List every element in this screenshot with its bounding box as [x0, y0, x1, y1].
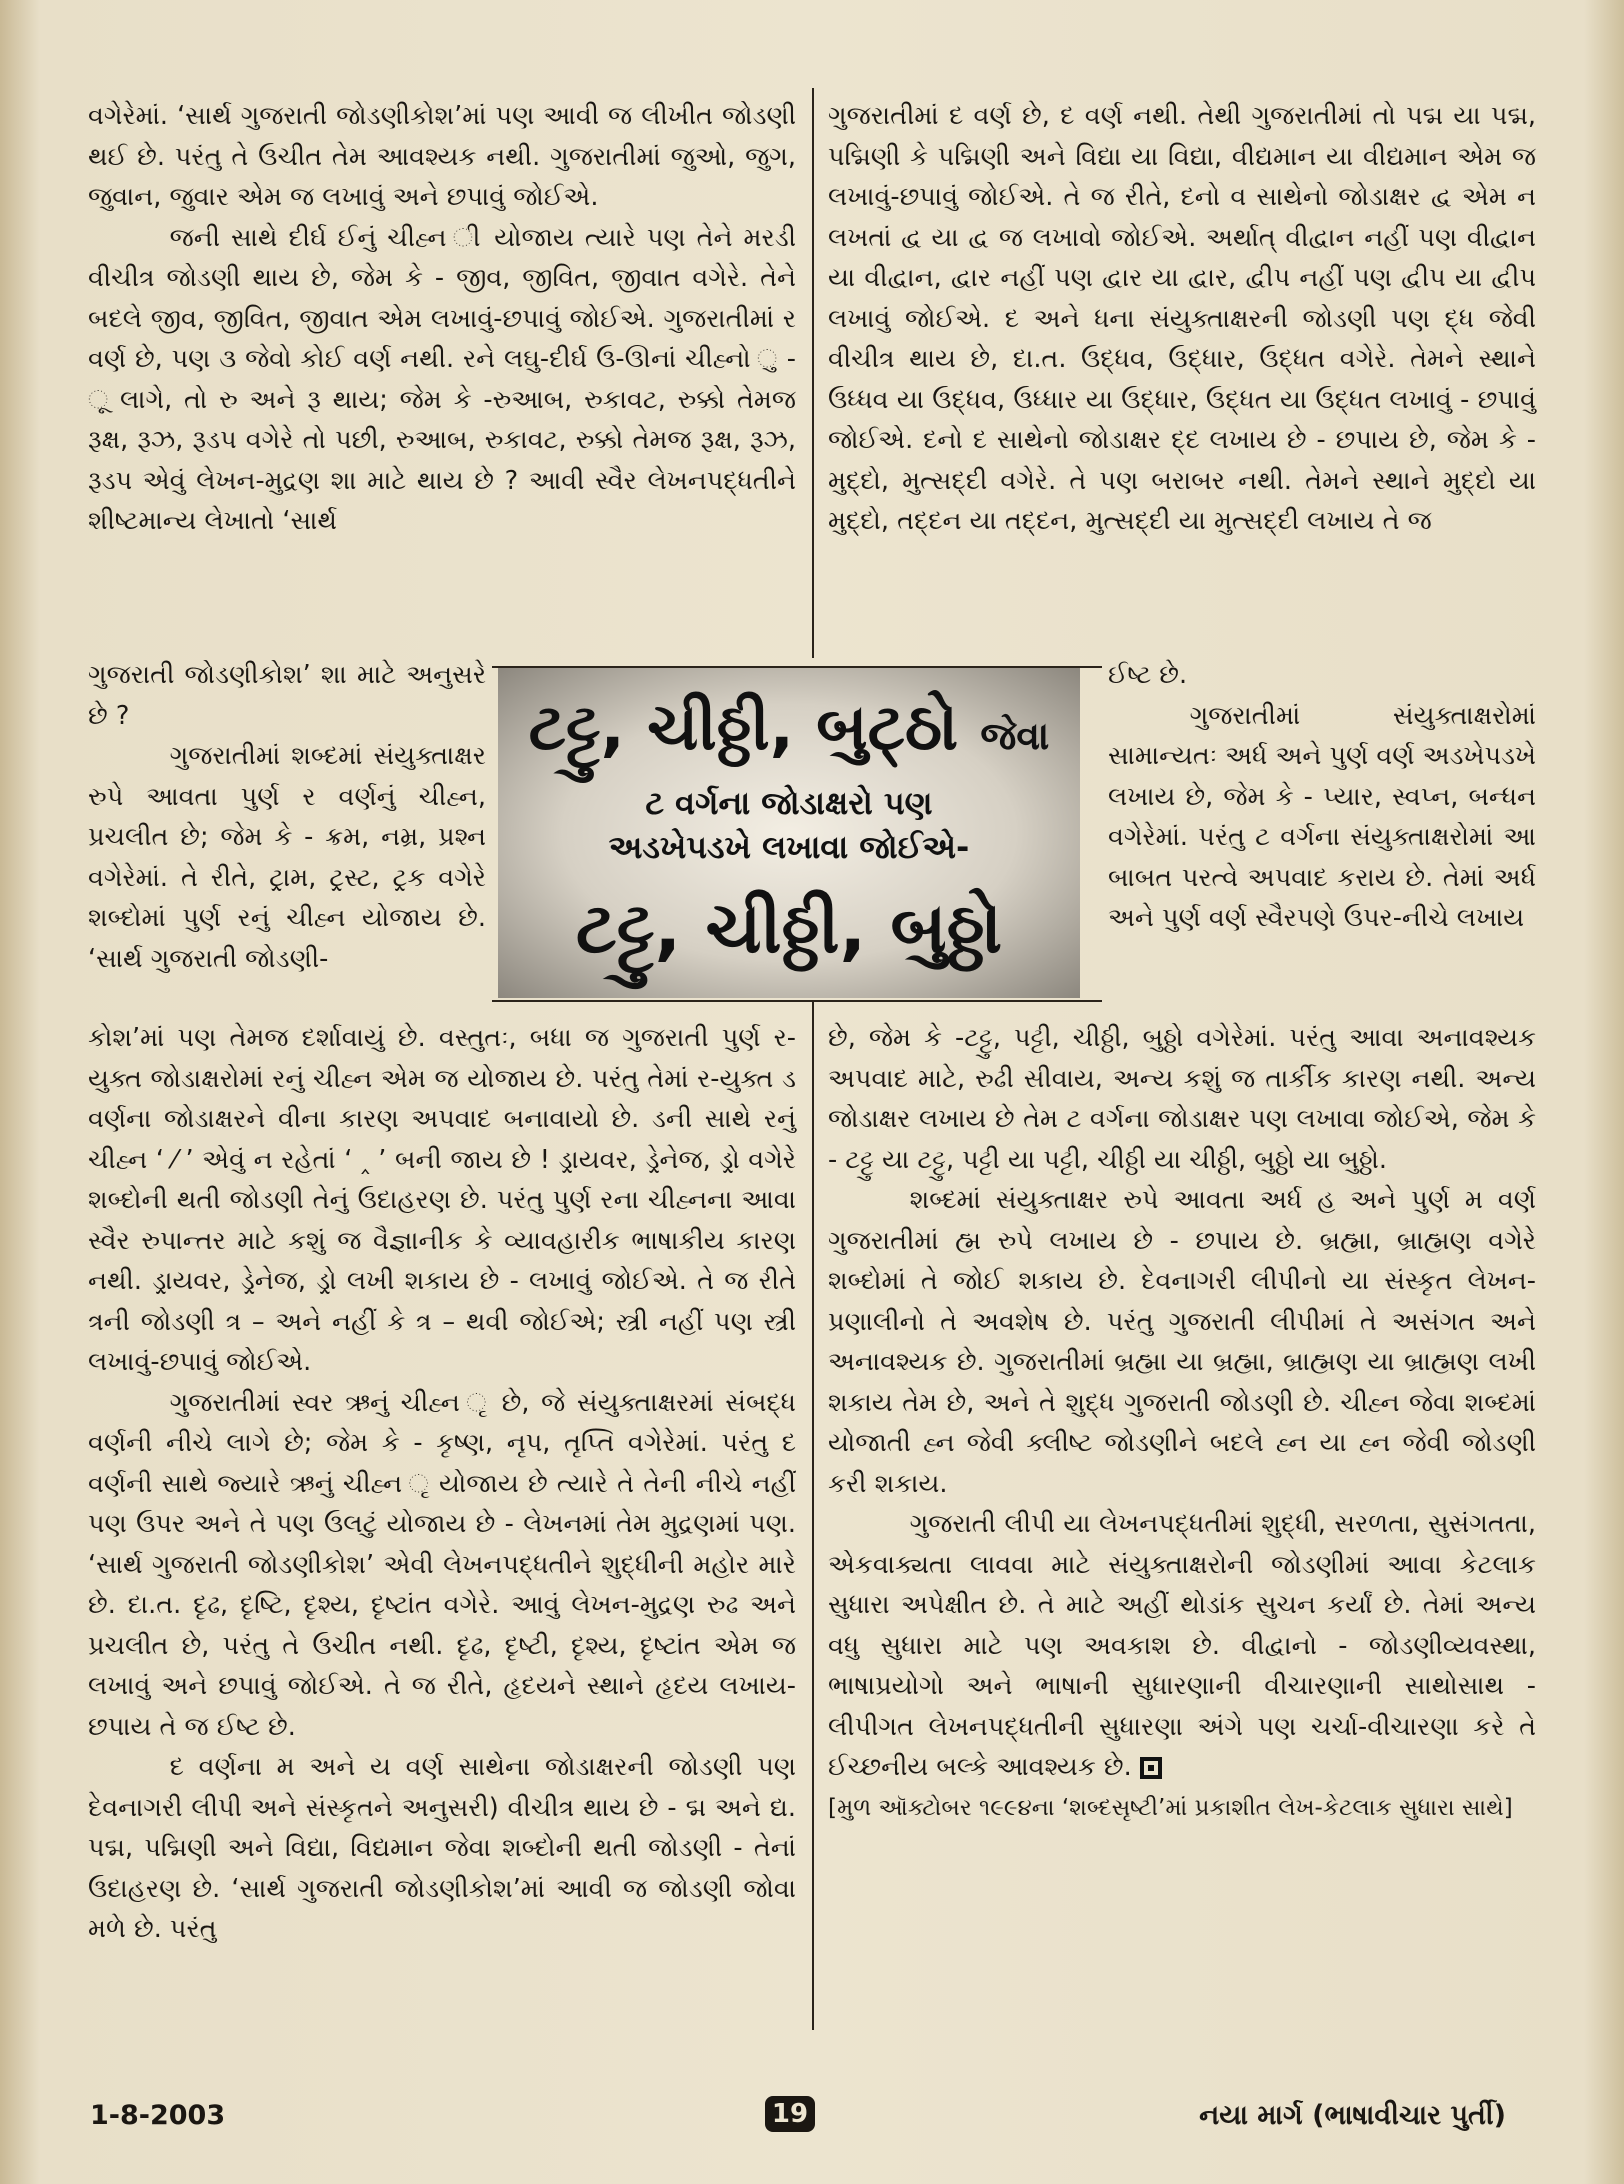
left-paragraph-3: ગુજરાતીમાં શબ્દમાં સંયુક્તાક્ષર રુપે આવતા પુર્ણ ર વર્ણનું ચીહ્ન, પ્રચલીત છે; જેમ કે - ક્રમ, નમ્ર, પ્રશ્ન વગેરેમાં. તે રીતે, ટ્રામ, ટ્રસ્ટ, ટ્રક વગેરે શબ્દોમાં પુર્ણ રનું ચીહ્ન યોજાય છે. ‘સાર્થ ગુજરાતી જોડણી-	[88, 741, 486, 974]
headline-line-2: ટ વર્ગના જોડાક્ષરો પણ	[645, 784, 933, 822]
right-paragraph-4	[828, 1504, 1536, 1788]
headline-line-1	[498, 688, 1080, 776]
left-column-narrow	[88, 655, 486, 979]
right-paragraph-1: ગુજરાતીમાં દ વર્ણ છે, દ વર્ણ નથી. તેથી ગુજરાતીમાં તો પદ્મ યા પદ્મ, પદ્મિણી કે પદ્મિણી અને વિદ્યા યા વિદ્યા, વીદ્યમાન યા વીદ્યમાન એમ જ લખાવું-છપાવું જોઈએ. તે જ રીતે, દનો વ સાથેનો જોડાક્ષર દ્વ એમ ન લખતાં દ્વ યા દ્વ જ લખાવો જોઈએ. અર્થાત્ વીદ્વાન નહીં પણ વીદ્વાન યા વીદ્વાન, દ્વાર નહીં પણ દ્વાર યા દ્વાર, દ્વીપ નહીં પણ દ્વીપ યા દ્વીપ લખાવું જોઈએ. દ અને ધના સંયુક્તાક્ષરની જોડણી પણ દ્ધ જેવી વીચીત્ર થાય છે, દા.ત. ઉદ્ધવ, ઉદ્ધાર, ઉદ્ધત વગેરે. તેમને સ્થાને ઉધ્ધવ યા ઉદ્ધવ, ઉધ્ધાર યા ઉદ્ધાર, ઉદ્ધત યા ઉદ્ધત લખાવું - છપાવું જોઈએ. દનો દ સાથેનો જોડાક્ષર દ્દ લખાય છે - છપાય છે, જેમ કે - મુદ્દો, મુત્સદ્દી વગેરે. તે પણ બરાબર નથી. તેમને સ્થાને મુદ્દો યા મુદ્દો, તદ્દન યા તદ્દન, મુત્સદ્દી યા મુત્સદ્દી લખાય તે જ	[828, 101, 1536, 536]
column-rule-top	[812, 88, 814, 658]
left-paragraph-2b: ગુજરાતી જોડણીકોશ’ શા માટે અનુસરે છે ?	[88, 660, 486, 731]
headline-line-1-text: ટટ્ટુ, ચીઠ્ઠી, બુટ્ઠો	[528, 691, 959, 765]
left-paragraph-4: ગુજરાતીમાં સ્વર ઋનું ચીહ્ન ૃ છે, જે સંયુક્તાક્ષરમાં સંબદ્ધ વર્ણની નીચે લાગે છે; જેમ કે - કૃષ્ણ, નૃપ, તૃપ્તિ વગેરેમાં. પરંતુ દ વર્ણની સાથે જ્યારે ઋનું ચીહ્ન ૃ યોજાય છે ત્યારે તે તેની નીચે નહીં પણ ઉપર અને તે પણ ઉલટું યોજાય છે - લેખનમાં તેમ મુદ્રણમાં પણ. ‘સાર્થ ગુજરાતી જોડણીકોશ’ એવી લેખનપદ્ધતીને શુદ્ધીની મહોર મારે છે. દા.ત. દૃઢ, દૃષ્ટિ, દૃશ્ય, દૃષ્ટાંત વગેરે. આવું લેખન-મુદ્રણ રુઢ અને પ્રચલીત છે, પરંતુ તે ઉચીત નથી. દૃઢ, દૃષ્ટી, દૃશ્ય, દૃષ્ટાંત એમ જ લખાવું અને છપાવું જોઈએ. તે જ રીતે, હૃદયને સ્થાને હૃદય લખાય-છપાય તે જ ઈષ્ટ છે.	[88, 1387, 796, 1742]
left-column-bottom	[88, 1018, 796, 1950]
left-paragraph-5: દ વર્ણના મ અને ય વર્ણ સાથેના જોડાક્ષરની જોડણી પણ દેવનાગરી લીપી અને સંસ્કૃતને અનુસરી) વીચીત્ર થાય છે - દ્મ અને દ્ય. પદ્મ, પદ્મિણી અને વિદ્યા, વિદ્યમાન જેવા શબ્દોની થતી જોડણી - તેનાં ઉદાહરણ છે. ‘સાર્થ ગુજરાતી જોડણીકોશ’માં આવી જ જોડણી જોવા મળે છે. પરંતુ	[88, 1752, 796, 1944]
right-paragraph-1b: ઈષ્ટ છે.	[1108, 660, 1188, 690]
right-column-top	[828, 96, 1536, 542]
headline-line-1-suffix: જેવા	[980, 714, 1050, 758]
end-mark-icon	[1140, 1757, 1162, 1779]
right-paragraph-2b: છે, જેમ કે -ટટ્ટુ, પટ્ટી, ચીઠ્ઠી, બુઠ્ઠો વગેરેમાં. પરંતુ આવા અનાવશ્યક અપવાદ માટે, રુઢી સીવાય, અન્ય કશું જ તાર્કીક કારણ નથી. અન્ય જોડાક્ષર લખાય છે તેમ ટ વર્ગના જોડાક્ષર પણ લખાવા જોઈએ, જેમ કે - ટટ્ટુ યા ટટ્ટુ, પટ્ટી યા પટ્ટી, ચીઠ્ઠી યા ચીઠ્ઠી, બુઠ્ઠો યા બુઠ્ઠો.	[828, 1023, 1536, 1175]
source-note: [મુળ ઑક્ટોબર ૧૯૯૪ના ‘શબ્દસૃષ્ટી’માં પ્રકાશીત લેખ-કેટલાક સુધારા સાથે]	[828, 1794, 1513, 1821]
right-paragraph-4-text: ગુજરાતી લીપી યા લેખનપદ્ધતીમાં શુદ્ધી, સરળતા, સુસંગતતા, એકવાક્યતા લાવવા માટે સંયુક્તાક્ષરોની જોડણીમાં આવા કેટલાક સુધારા અપેક્ષીત છે. તે માટે અહીં થોડાંક સુચન કર્યાં છે. તેમાં અન્ય વધુ સુધારા માટે પણ અવકાશ છે. વીદ્વાનો - જોડણીવ્યવસ્થા, ભાષાપ્રયોગો અને ભાષાની સુધારણાની વીચારણાની સાથોસાથ - લીપીગત લેખનપદ્ધતીની સુધારણા અંગે પણ ચર્ચા-વીચારણા કરે તે ઈચ્છનીય બલ્કે આવશ્યક છે.	[828, 1509, 1536, 1782]
left-paragraph-1: વગેરેમાં. ‘સાર્થ ગુજરાતી જોડણીકોશ’માં પણ આવી જ લીખીત જોડણી થઈ છે. પરંતુ તે ઉચીત તેમ આવશ્યક નથી. ગુજરાતીમાં જુઓ, જુગ, જુવાન, જુવાર એમ જ લખાવું અને છપાવું જોઈએ.	[88, 101, 796, 212]
left-paragraph-3b: કોશ’માં પણ તેમજ દર્શાવાયું છે. વસ્તુતઃ, બધા જ ગુજરાતી પુર્ણ ર-યુક્ત જોડાક્ષરોમાં રનું ચીહ્ન એમ જ યોજાય છે. પરંતુ તેમાં ર-યુક્ત ડ વર્ણના જોડાક્ષરને વીના કારણ અપવાદ બનાવાયો છે. ડની સાથે રનું ચીહ્ન ‘ ⁄ ’ એવું ન રહેતાં ‘ ‸ ’ બની જાય છે ! ડ્રાયવર, ડ્રેનેજ, ડ્રો વગેરે શબ્દોની થતી જોડણી તેનું ઉદાહરણ છે. પરંતુ પુર્ણ રના ચીહ્નના આવા સ્વૈર રુપાન્તર માટે કશું જ વૈજ્ઞાનીક કે વ્યાવહારીક ભાષાકીય કારણ નથી. ડ્રાયવર, ડ્રેનેજ, ડ્રો લખી શકાય છે - લખાવું જોઈએ. તે જ રીતે ત્રની જોડણી ત્ર – અને નહીં કે ત્ર – થવી જોઈએ; સ્ત્રી નહીં પણ સ્ત્રી લખાવું-છપાવું જોઈએ.	[88, 1023, 796, 1377]
publication-title: નયા માર્ગ (ભાષાવીચાર પુર્તી)	[1199, 2100, 1506, 2131]
headline-box	[498, 668, 1080, 998]
left-paragraph-2: જની સાથે દીર્ઘ ઈનું ચીહ્ન ી યોજાય ત્યારે પણ તેને મરડી વીચીત્ર જોડણી થાય છે, જેમ કે - જીવ, જીવિત, જીવાત વગેરે. તેને બદલે જીવ, જીવિત, જીવાત એમ લખાવું-છપાવું જોઈએ. ગુજરાતીમાં ર વર્ણ છે, પણ ૩ જેવો કોઈ વર્ણ નથી. રને લઘુ-દીર્ઘ ઉ-ઊનાં ચીહ્નો ુ - ૂ લાગે, તો રુ અને રૂ થાય; જેમ કે -રુઆબ, રુકાવટ, રુક્કો તેમજ રૂક્ષ, રૂઝ, રૂડપ વગેરે તો પછી, રુઆબ, રુકાવટ, રુક્કો તેમજ રૂક્ષ, રૂઝ, રૂડપ એવું લેખન-મુદ્રણ શા માટે થાય છે ? આવી સ્વૈર લેખનપદ્ધતીને શીષ્ટમાન્ય લેખાતો ‘સાર્થ	[88, 222, 796, 536]
headline-line-3: અડખેપડખે લખાવા જોઈએ-	[608, 828, 970, 866]
right-column-bottom	[828, 1018, 1536, 1826]
left-column-top	[88, 96, 796, 542]
footer-date: 1-8-2003	[90, 2100, 226, 2131]
right-paragraph-2: ગુજરાતીમાં સંયુક્તાક્ષરોમાં સામાન્યતઃ અર્ધ અને પુર્ણ વર્ણ અડખેપડખે લખાય છે, જેમ કે - પ્યાર, સ્વપ્ન, બન્ધન વગેરેમાં. પરંતુ ટ વર્ગના સંયુક્તાક્ષરોમાં આ બાબત પરત્વે અપવાદ કરાય છે. તેમાં અર્ધ અને પુર્ણ વર્ણ સ્વૈરપણે ઉપર-નીચે લખાય	[1108, 700, 1536, 933]
right-paragraph-3: શબ્દમાં સંયુક્તાક્ષર રુપે આવતા અર્ધ હ અને પુર્ણ મ વર્ણ ગુજરાતીમાં હ્મ રુપે લખાય છે - છપાય છે. બ્રહ્મા, બ્રાહ્મણ વગેરે શબ્દોમાં તે જોઈ શકાય છે. દેવનાગરી લીપીનો યા સંસ્કૃત લેખન-પ્રણાલીનો તે અવશેષ છે. પરંતુ ગુજરાતી લીપીમાં તે અસંગત અને અનાવશ્યક છે. ગુજરાતીમાં બ્રહ્મા યા બ્રહ્મા, બ્રાહ્મણ યા બ્રાહ્મણ લખી શકાય તેમ છે, અને તે શુદ્ધ ગુજરાતી જોડણી છે. ચીહ્ન જેવા શબ્દમાં યોજાતી હ્ન જેવી ક્લીષ્ટ જોડણીને બદલે હ્ન યા હ્ન જેવી જોડણી કરી શકાય.	[828, 1185, 1536, 1499]
headline-rule-bottom	[492, 1000, 1102, 1002]
right-column-narrow	[1108, 655, 1536, 939]
page-number: 19	[765, 2096, 815, 2132]
column-rule-bottom	[812, 1000, 814, 2030]
headline-line-4: ટટ્ટુ, ચીઠ્ઠી, બુઠ્ઠો	[575, 887, 1003, 969]
